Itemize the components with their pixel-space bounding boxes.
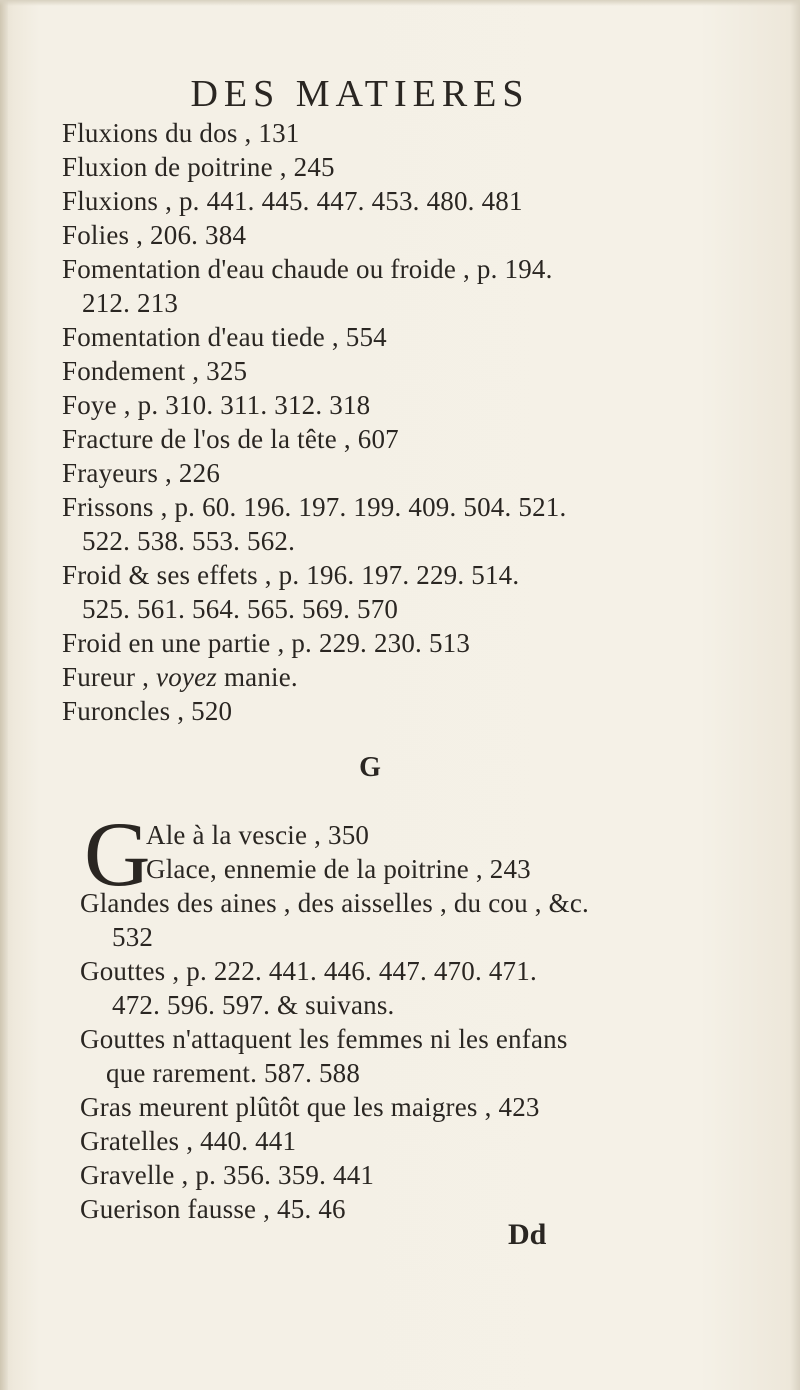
index-entry-continuation: 472. 596. 597. & suivans. — [112, 990, 395, 1020]
section-letter-heading: G — [359, 752, 381, 783]
index-entry-continuation: 522. 538. 553. 562. — [82, 526, 296, 556]
cross-reference-word: voyez — [156, 662, 218, 692]
index-entry: Ale à la vescie , 350 — [146, 820, 370, 850]
index-entry: Fracture de l'os de la tête , 607 — [62, 424, 399, 454]
running-header: DES MATIERES — [190, 73, 530, 115]
index-entry: Gouttes n'attaquent les femmes ni les enfans — [80, 1024, 568, 1054]
page-top-edge — [0, 0, 800, 6]
index-entry: Foye , p. 310. 311. 312. 318 — [62, 390, 371, 420]
signature-mark: Dd — [508, 1218, 547, 1251]
index-entry: Fomentation d'eau chaude ou froide , p. 194. — [62, 254, 553, 284]
index-entry: Fondement , 325 — [62, 356, 248, 386]
index-entry-continuation: 212. 213 — [82, 288, 179, 318]
page-binding-edge — [0, 0, 8, 1390]
index-entry: Glandes des aines , des aisselles , du cou , &c. — [80, 888, 589, 918]
entry-headword: Fureur , — [62, 662, 157, 692]
index-entry: Folies , 206. 384 — [62, 220, 247, 250]
index-entry-continuation: 532 — [112, 922, 154, 952]
index-entry-continuation: que rarement. 587. 588 — [106, 1058, 361, 1088]
index-entry: Frissons , p. 60. 196. 197. 199. 409. 504. 521. — [62, 492, 567, 522]
index-entry: Gratelles , 440. 441 — [80, 1126, 297, 1156]
entry-reference: manie. — [217, 662, 298, 692]
drop-cap-letter: G — [84, 803, 151, 905]
index-entry: Gras meurent plûtôt que les maigres , 423 — [80, 1092, 540, 1122]
index-entry: Furoncles , 520 — [62, 696, 233, 726]
index-entry — [62, 660, 298, 694]
index-entry: Froid en une partie , p. 229. 230. 513 — [62, 628, 471, 658]
index-entry: Glace, ennemie de la poitrine , 243 — [146, 854, 531, 884]
index-entry: Froid & ses effets , p. 196. 197. 229. 514. — [62, 560, 520, 590]
index-entry: Fomentation d'eau tiede , 554 — [62, 322, 387, 352]
index-entry: Fluxion de poitrine , 245 — [62, 152, 335, 182]
index-entry: Fluxions , p. 441. 445. 447. 453. 480. 481 — [62, 186, 523, 216]
index-entry: Gravelle , p. 356. 359. 441 — [80, 1160, 375, 1190]
index-entry: Guerison fausse , 45. 46 — [80, 1194, 346, 1224]
index-entry-continuation: 525. 561. 564. 565. 569. 570 — [82, 594, 399, 624]
index-entry: Frayeurs , 226 — [62, 458, 221, 488]
index-entry: Gouttes , p. 222. 441. 446. 447. 470. 471. — [80, 956, 537, 986]
index-entry: Fluxions du dos , 131 — [62, 118, 300, 148]
